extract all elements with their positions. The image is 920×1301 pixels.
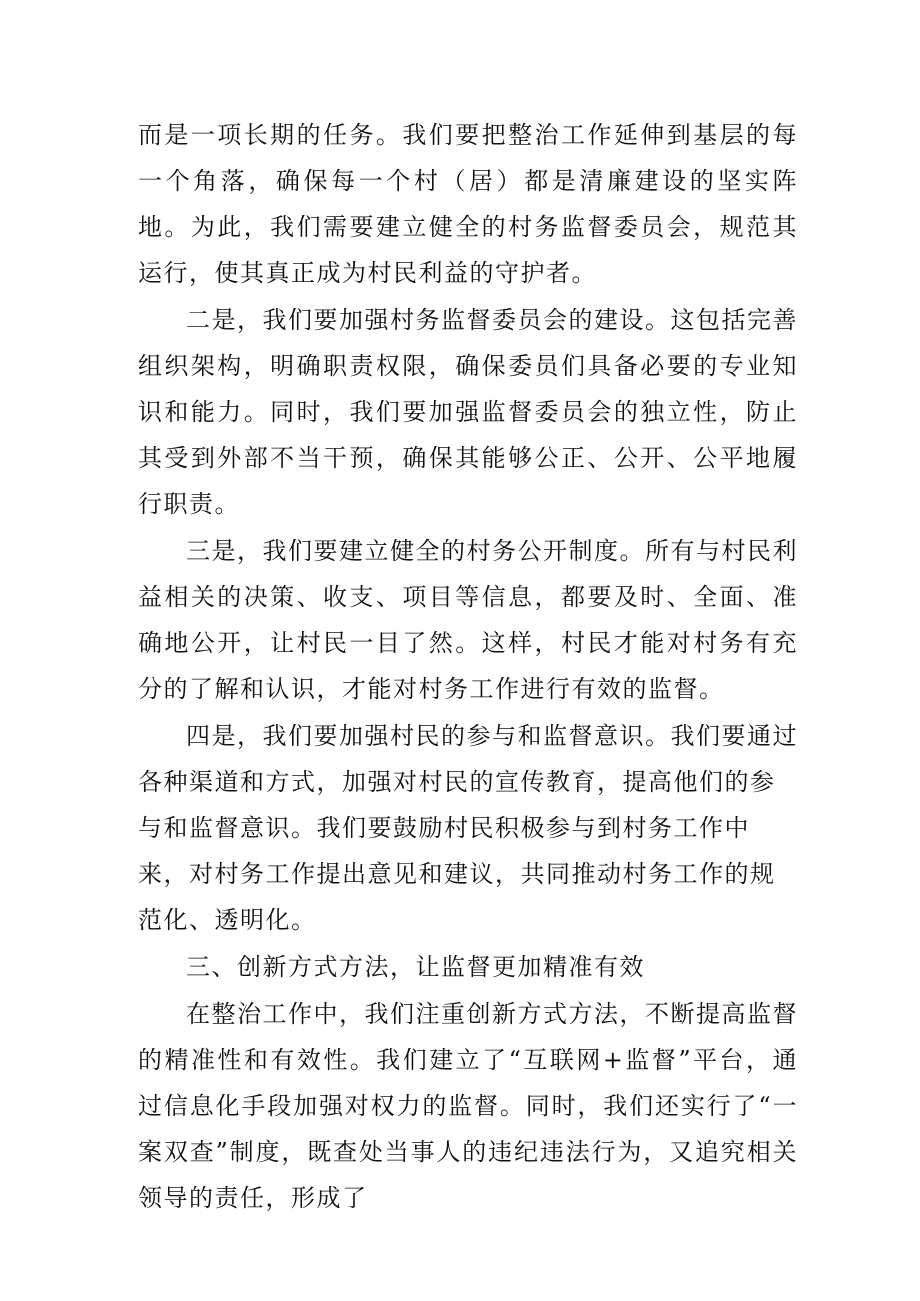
paragraph-5: 在整治工作中，我们注重创新方式方法，不断提高监督的精准性和有效性。我们建立了“互联网+监督”平台，通过信息化手段加强对权力的监督。同时，我们还实行了“一案双查”制度，既查处当事人的违纪违法行为，又追究相关领导的责任，形成了: [138, 1000, 798, 1212]
paragraph-4-part-a: 四是，我们要加强村民的参与和监督意识。我们要通过各种渠道和方式，加强对村民的宣传教育，提高他们的参与和监督意识。我们要鼓励村民积极参与到村务工作中来，对村务工作提出意见和建议，共同推动村务工作的规: [138, 722, 798, 888]
paragraph-4-part-b: 范化、透明化。: [138, 906, 317, 934]
paragraph-2: 二是，我们要加强村务监督委员会的建设。这包括完善组织架构，明确职责权限，确保委员们具备必要的专业知识和能力。同时，我们要加强监督委员会的独立性，防止其受到外部不当干预，确保其能够公正、公开、公平地履行职责。: [138, 306, 798, 518]
paragraph-3: 三是，我们要建立健全的村务公开制度。所有与村民利益相关的决策、收支、项目等信息，都要及时、全面、准确地公开，让村民一目了然。这样，村民才能对村务有充分的了解和认识，才能对村务工作进行有效的监督。: [138, 537, 798, 703]
section-heading: 三、创新方式方法，让监督更加精准有效: [186, 953, 645, 981]
document-body: [138, 112, 798, 1222]
paragraph-4: [138, 713, 798, 943]
paragraph-1: 而是一项长期的任务。我们要把整治工作延伸到基层的每一个角落，确保每一个村（居）都是清廉建设的坚实阵地。为此，我们需要建立健全的村务监督委员会，规范其运行，使其真正成为村民利益的守护者。: [138, 121, 798, 287]
